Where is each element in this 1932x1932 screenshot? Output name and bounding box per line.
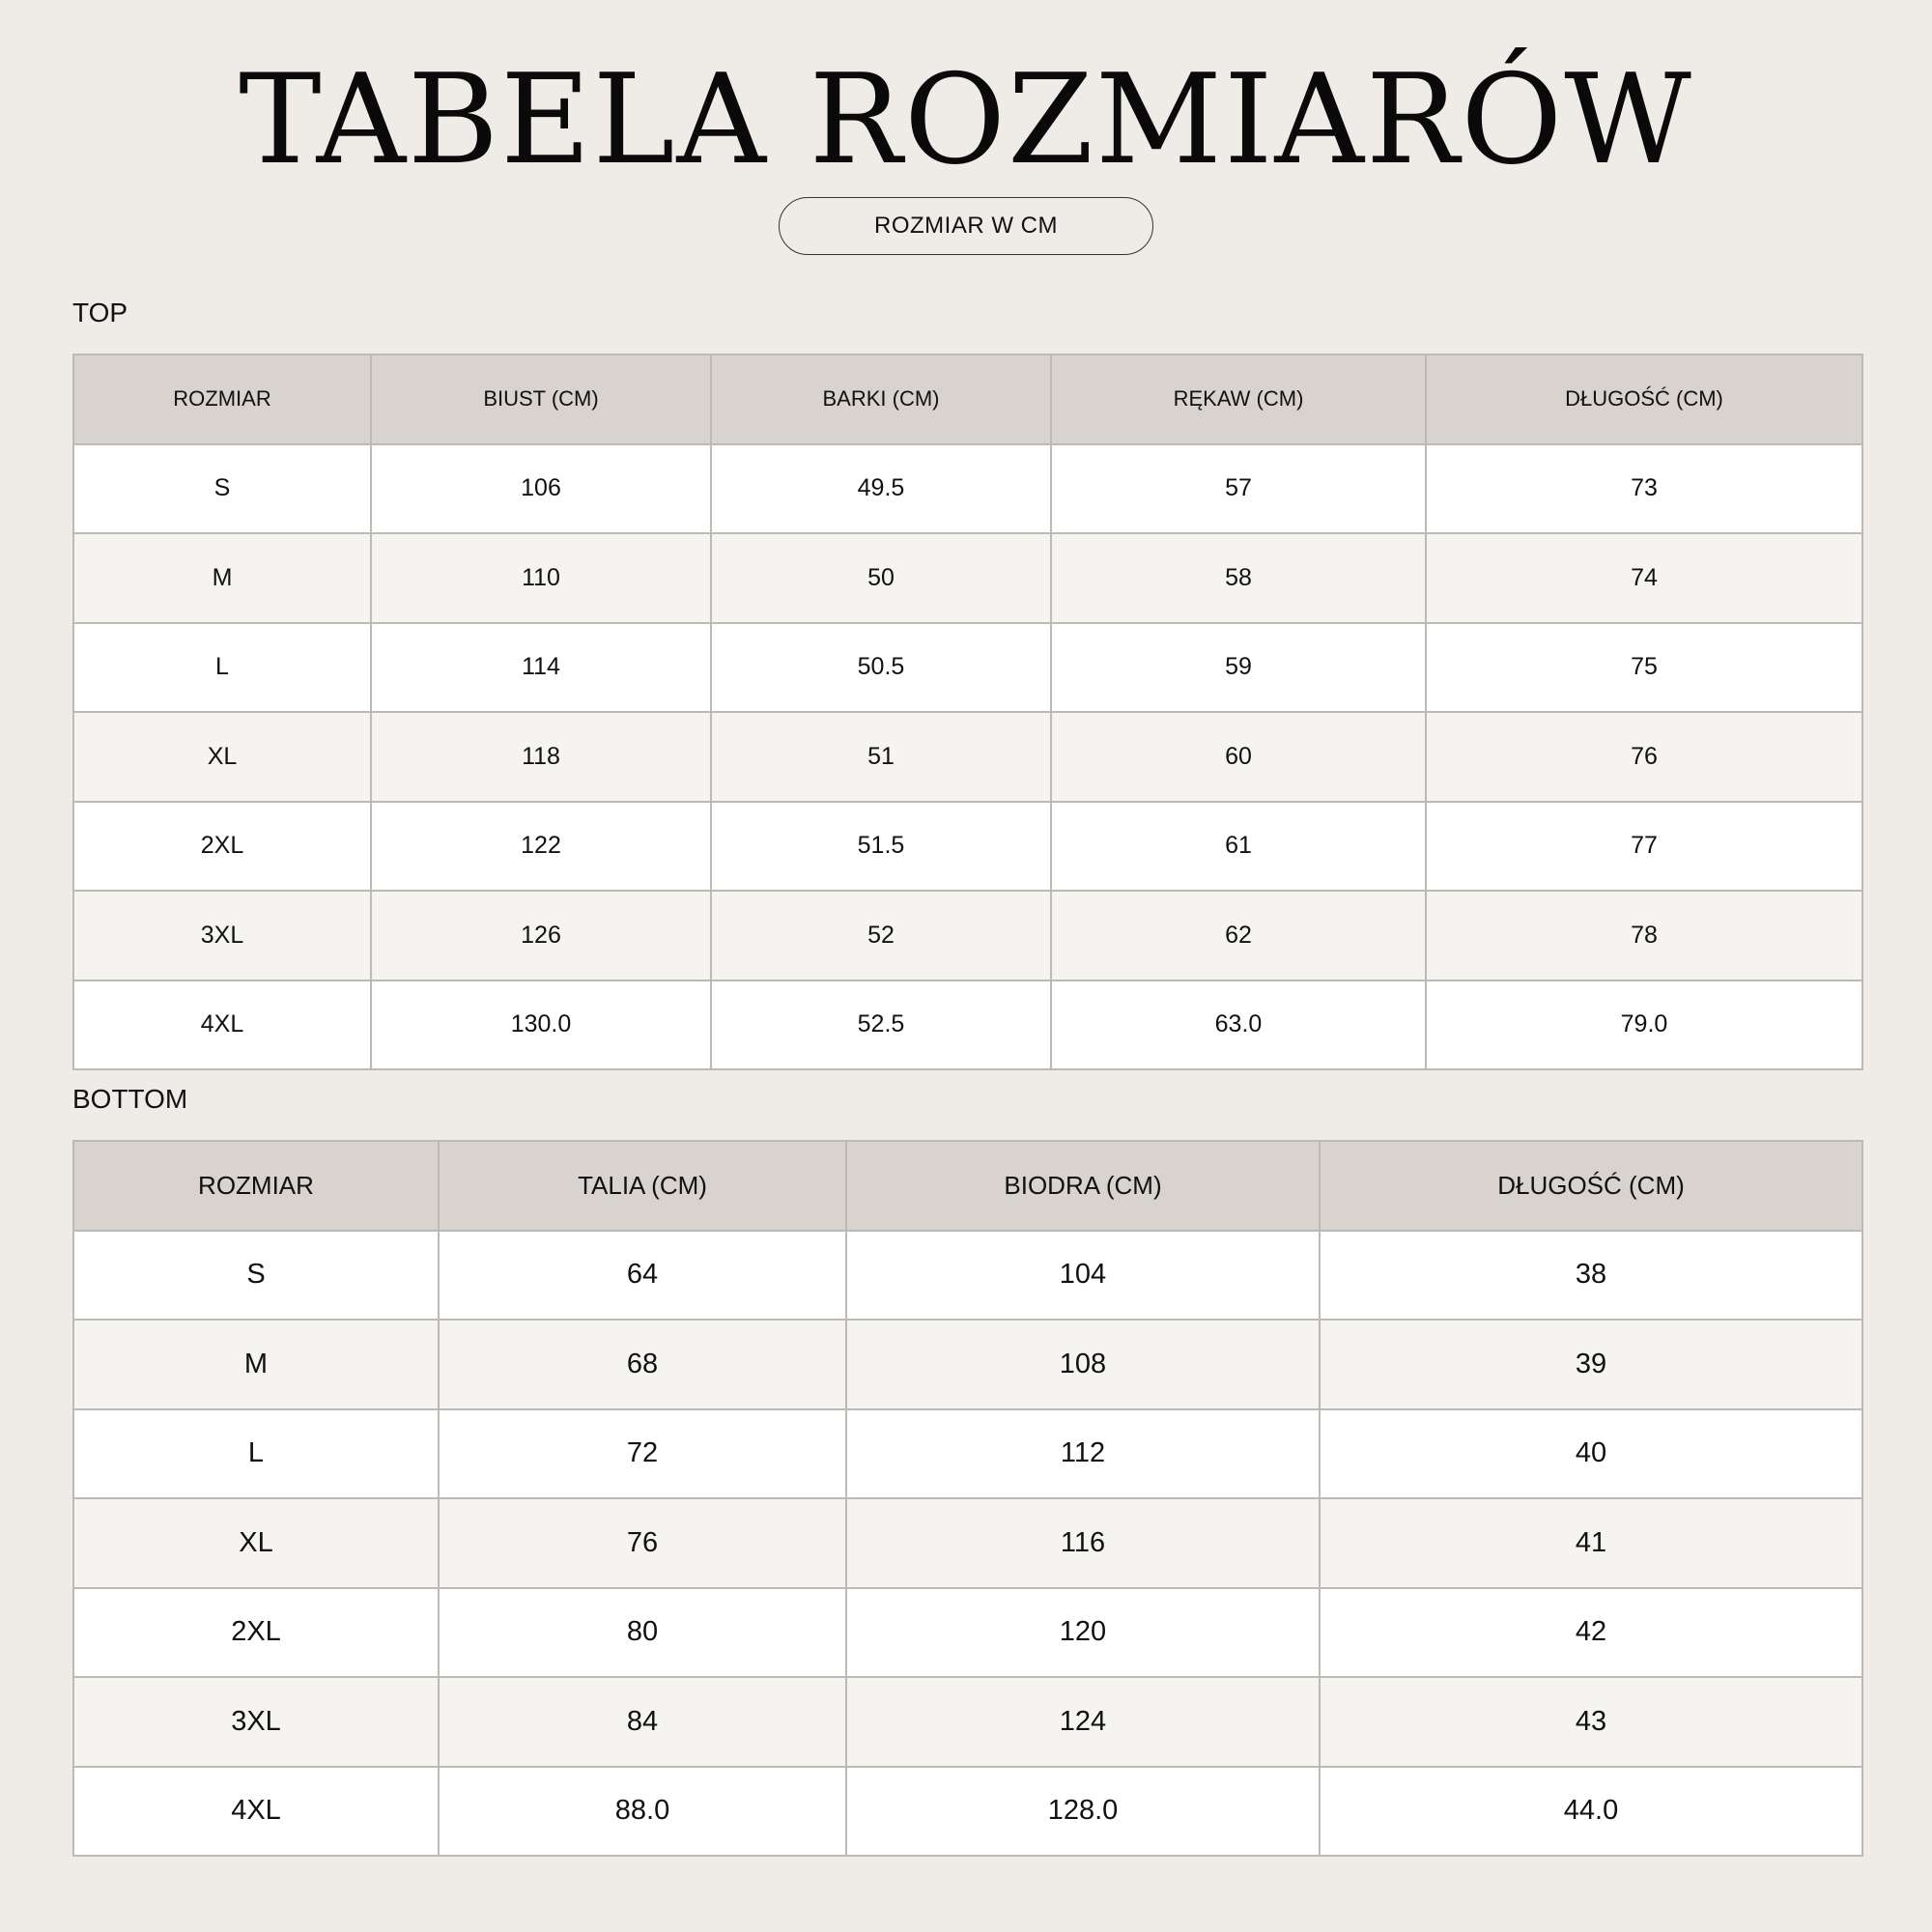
measurement-cell: 108 <box>846 1320 1320 1409</box>
measurement-cell: 68 <box>439 1320 846 1409</box>
table-row <box>73 1231 1862 1321</box>
measurement-cell: 42 <box>1320 1588 1862 1678</box>
measurement-cell: 84 <box>439 1677 846 1767</box>
measurement-cell: 39 <box>1320 1320 1862 1409</box>
measurement-cell: 50 <box>711 533 1051 623</box>
measurement-cell: 122 <box>371 802 711 892</box>
column-header: ROZMIAR <box>73 355 371 444</box>
measurement-cell: 40 <box>1320 1409 1862 1499</box>
table-row <box>73 802 1862 892</box>
measurement-cell: 88.0 <box>439 1767 846 1857</box>
measurement-cell: 51 <box>711 712 1051 802</box>
measurement-cell: 114 <box>371 623 711 713</box>
table-row <box>73 712 1862 802</box>
size-cell: 3XL <box>73 1677 439 1767</box>
table-header-row <box>73 1141 1862 1231</box>
size-cell: 2XL <box>73 802 371 892</box>
table-header-row <box>73 355 1862 444</box>
size-cell: 4XL <box>73 980 371 1070</box>
measurement-cell: 76 <box>1426 712 1862 802</box>
measurement-cell: 118 <box>371 712 711 802</box>
column-header: BARKI (CM) <box>711 355 1051 444</box>
measurement-cell: 112 <box>846 1409 1320 1499</box>
size-cell: XL <box>73 1498 439 1588</box>
measurement-cell: 43 <box>1320 1677 1862 1767</box>
table-row <box>73 1588 1862 1678</box>
measurement-cell: 59 <box>1051 623 1426 713</box>
size-cell: M <box>73 1320 439 1409</box>
measurement-cell: 120 <box>846 1588 1320 1678</box>
column-header: ROZMIAR <box>73 1141 439 1231</box>
measurement-cell: 80 <box>439 1588 846 1678</box>
measurement-cell: 63.0 <box>1051 980 1426 1070</box>
size-cell: 3XL <box>73 891 371 980</box>
measurement-cell: 130.0 <box>371 980 711 1070</box>
measurement-cell: 110 <box>371 533 711 623</box>
table-row <box>73 444 1862 534</box>
table-row <box>73 623 1862 713</box>
measurement-cell: 38 <box>1320 1231 1862 1321</box>
measurement-cell: 41 <box>1320 1498 1862 1588</box>
measurement-cell: 124 <box>846 1677 1320 1767</box>
table-row <box>73 980 1862 1070</box>
size-cell: S <box>73 444 371 534</box>
column-header: BIUST (CM) <box>371 355 711 444</box>
column-header: RĘKAW (CM) <box>1051 355 1426 444</box>
measurement-cell: 78 <box>1426 891 1862 980</box>
measurement-cell: 64 <box>439 1231 846 1321</box>
measurement-cell: 44.0 <box>1320 1767 1862 1857</box>
column-header: DŁUGOŚĆ (CM) <box>1426 355 1862 444</box>
measurement-cell: 60 <box>1051 712 1426 802</box>
measurement-cell: 49.5 <box>711 444 1051 534</box>
unit-badge: ROZMIAR W CM <box>779 197 1153 255</box>
table-row <box>73 1498 1862 1588</box>
table-row <box>73 1767 1862 1857</box>
measurement-cell: 104 <box>846 1231 1320 1321</box>
top-section-label: TOP <box>72 298 128 327</box>
measurement-cell: 58 <box>1051 533 1426 623</box>
table-row <box>73 533 1862 623</box>
measurement-cell: 116 <box>846 1498 1320 1588</box>
table-row <box>73 1320 1862 1409</box>
measurement-cell: 62 <box>1051 891 1426 980</box>
measurement-cell: 52.5 <box>711 980 1051 1070</box>
measurement-cell: 52 <box>711 891 1051 980</box>
measurement-cell: 126 <box>371 891 711 980</box>
measurement-cell: 50.5 <box>711 623 1051 713</box>
size-cell: 4XL <box>73 1767 439 1857</box>
measurement-cell: 57 <box>1051 444 1426 534</box>
column-header: BIODRA (CM) <box>846 1141 1320 1231</box>
size-cell: XL <box>73 712 371 802</box>
table-row <box>73 1677 1862 1767</box>
column-header: TALIA (CM) <box>439 1141 846 1231</box>
measurement-cell: 74 <box>1426 533 1862 623</box>
bottom-size-table <box>72 1140 1863 1857</box>
measurement-cell: 51.5 <box>711 802 1051 892</box>
size-cell: 2XL <box>73 1588 439 1678</box>
measurement-cell: 75 <box>1426 623 1862 713</box>
measurement-cell: 79.0 <box>1426 980 1862 1070</box>
page-title: TABELA ROZMIARÓW <box>239 48 1693 192</box>
measurement-cell: 106 <box>371 444 711 534</box>
measurement-cell: 72 <box>439 1409 846 1499</box>
measurement-cell: 77 <box>1426 802 1862 892</box>
table-row <box>73 1409 1862 1499</box>
measurement-cell: 61 <box>1051 802 1426 892</box>
size-cell: L <box>73 623 371 713</box>
bottom-section-label: BOTTOM <box>72 1084 188 1114</box>
measurement-cell: 128.0 <box>846 1767 1320 1857</box>
top-size-table <box>72 354 1863 1070</box>
measurement-cell: 73 <box>1426 444 1862 534</box>
table-row <box>73 891 1862 980</box>
size-cell: L <box>73 1409 439 1499</box>
size-cell: M <box>73 533 371 623</box>
size-cell: S <box>73 1231 439 1321</box>
column-header: DŁUGOŚĆ (CM) <box>1320 1141 1862 1231</box>
measurement-cell: 76 <box>439 1498 846 1588</box>
